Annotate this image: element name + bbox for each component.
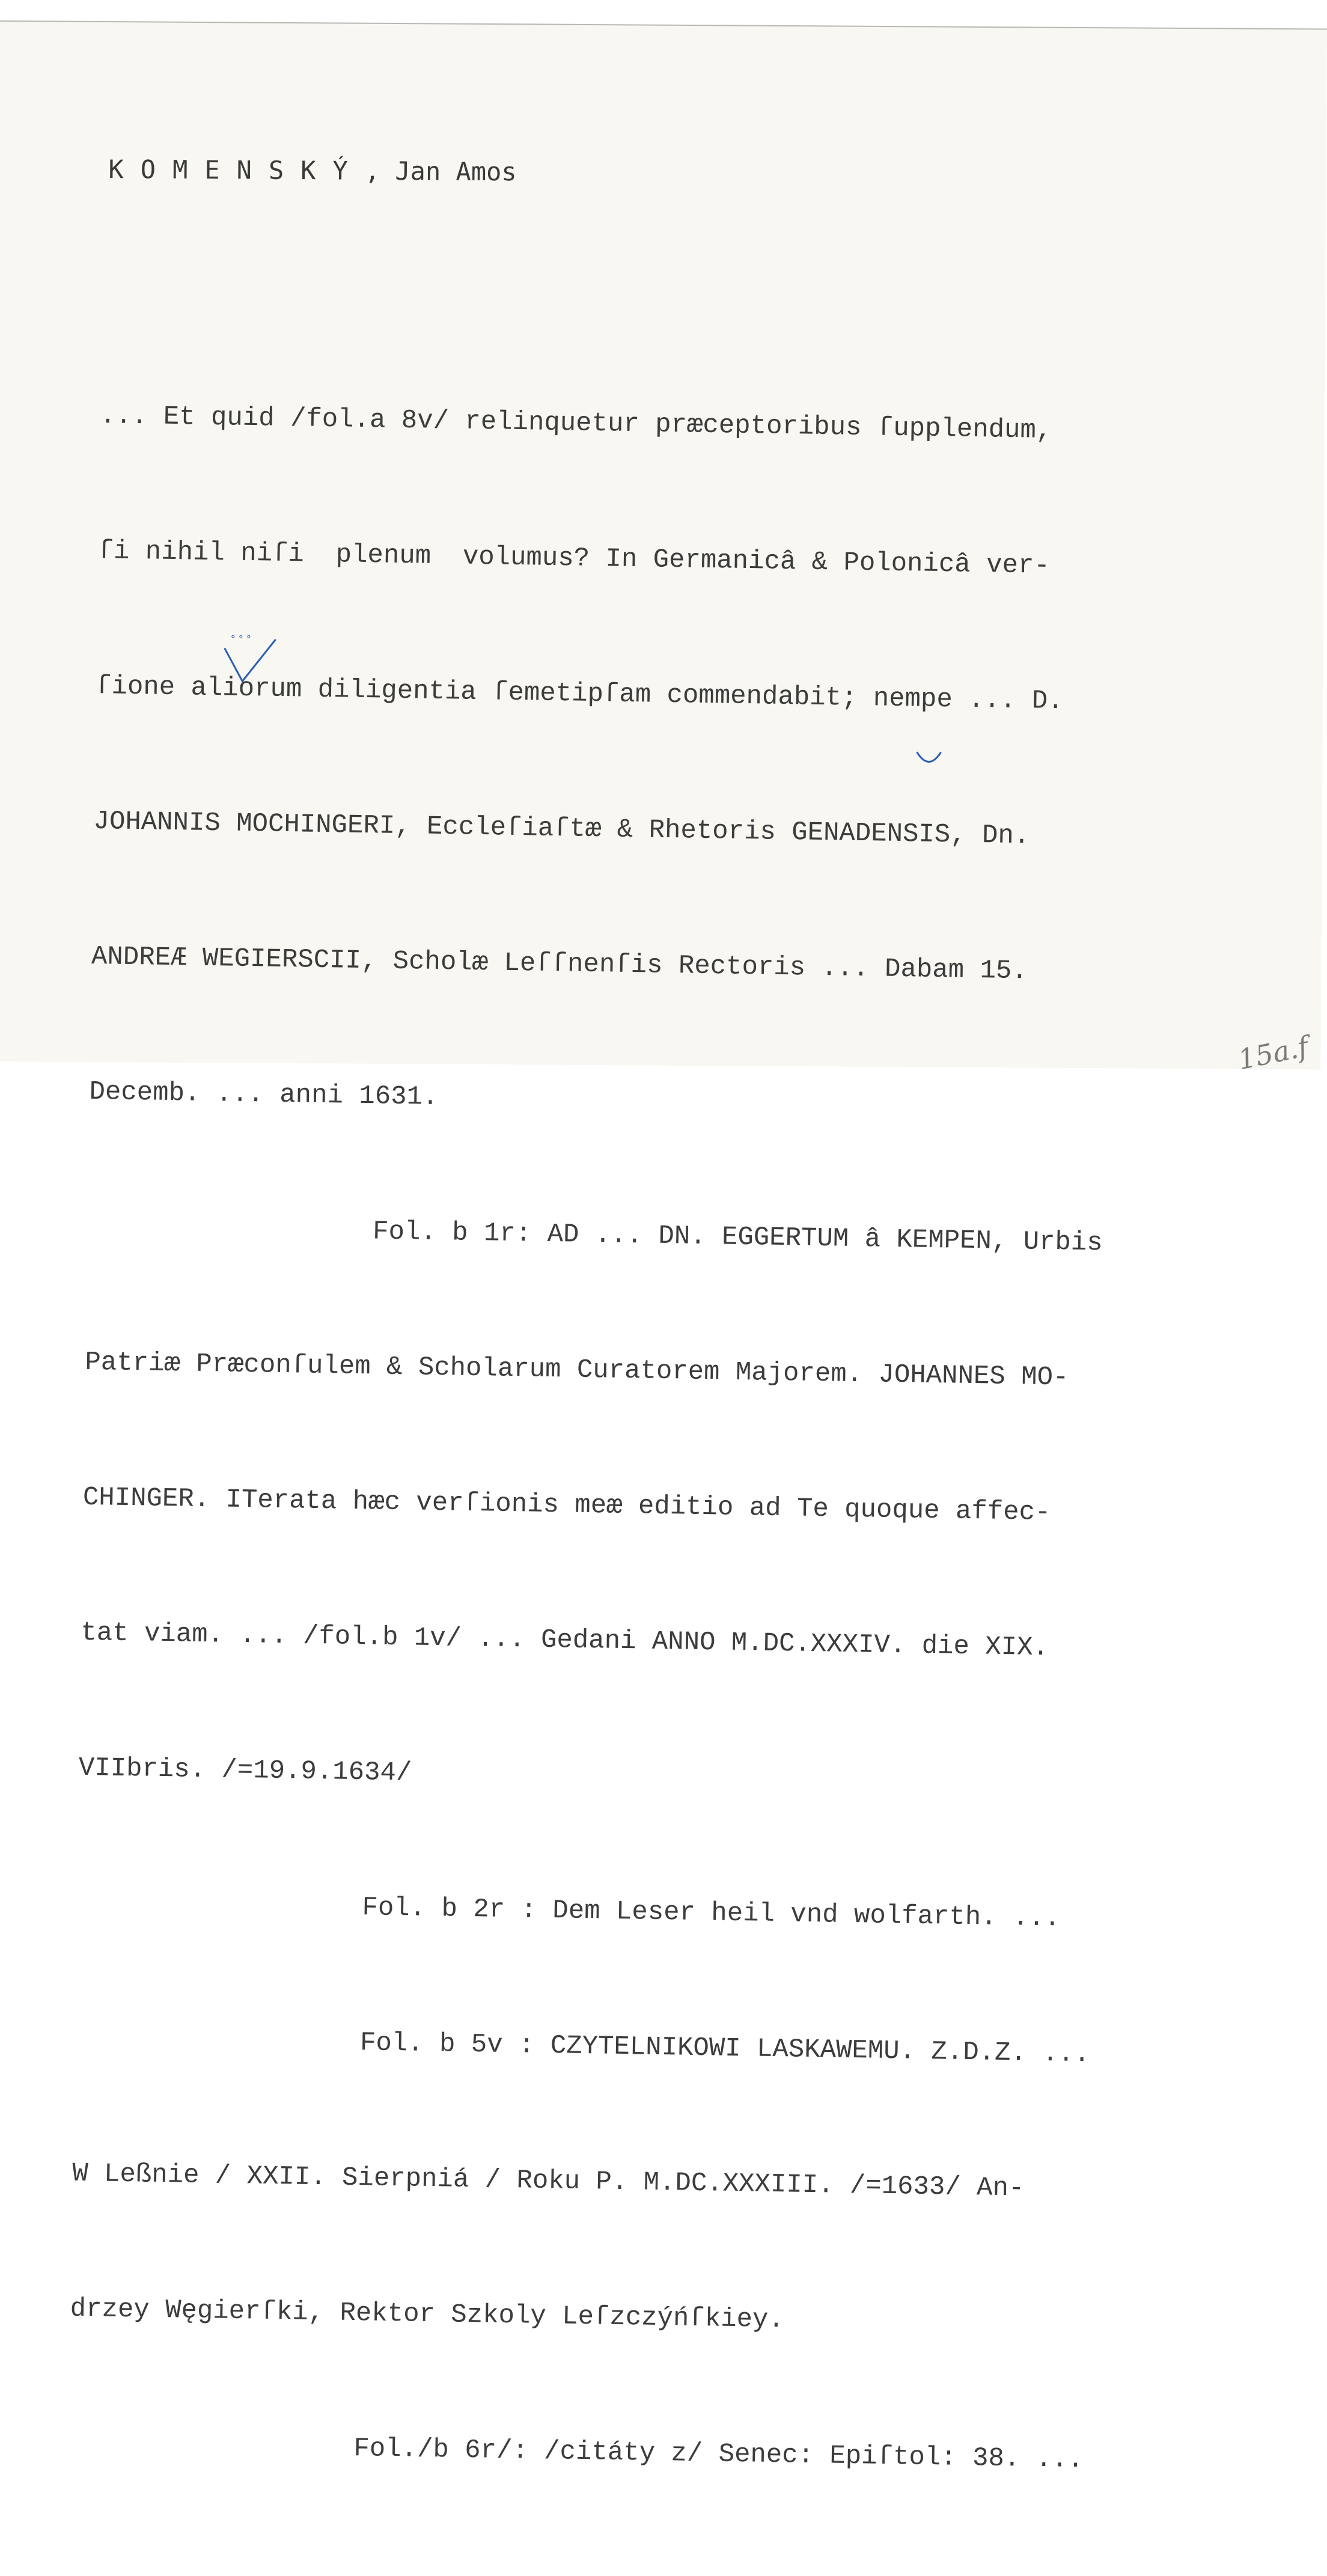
catalog-card <box>0 20 1327 2476</box>
text-line: JOHANNIS MOCHINGERI, Eccleſiaſtæ & Rhetoris GENADENSIS, Dn. <box>93 806 1030 852</box>
text-line: ... Et quid /fol.a 8v/ relinquetur præceptoribus ſupplendum, <box>99 401 1052 446</box>
text-line: Fol. b 1r: AD ... DN. EGGERTUM â KEMPEN, Urbis <box>87 1212 1103 1259</box>
text-line: Fol./b 6r/: /citáty z/ Senec: Epiſtol: 38. ... <box>67 2429 1084 2476</box>
heading-given-name: , Jan Amos <box>364 156 517 187</box>
text-line: drzey Węgierſki, Rektor Szkoly Leſzczýńſkiey. <box>70 2294 785 2336</box>
card-heading <box>108 154 516 186</box>
text-line: Fol. b 5v : CZYTELNIKOWI LASKAWEMU. Z.D.Z. ... <box>74 2023 1090 2070</box>
text-line: CHINGER. ITerata hæc verſionis meæ editio ad Te quoque affec- <box>82 1482 1051 1528</box>
text-line: ſi nihil niſi plenum volumus? In Germanicâ & Polonicâ ver- <box>97 536 1051 581</box>
text-line: W Leßnie / XXII. Sierpniá / Roku P. M.DC.XXXIII. /=1633/ An- <box>72 2158 1025 2204</box>
text-line: Decemb. ... anni 1631. <box>89 1076 439 1113</box>
svg-text:° ° °: ° ° ° <box>230 633 251 645</box>
text-line: tat viam. ... /fol.b 1v/ ... Gedani ANNO M.DC.XXXIV. die XIX. <box>80 1617 1049 1664</box>
text-line: Patriæ Præconſulem & Scholarum Curatorem Majorem. JOHANNES MO- <box>85 1347 1069 1393</box>
text-line: VIIbris. /=19.9.1634/ <box>78 1753 412 1789</box>
transcription-body <box>66 304 1243 2575</box>
heading-surname: KOMENSKÝ <box>108 154 365 186</box>
text-line: ANDREÆ WEGIERSCII, Scholæ Leſſnenſis Rectoris ... Dabam 15. <box>91 941 1028 987</box>
text-line: Fol. b 2r : Dem Leser heil vnd wolfarth. ... <box>76 1888 1061 1934</box>
text-line: ſione aliorum diligentia ſemetipſam commendabit; nempe ... D. <box>95 671 1064 717</box>
pencil-annotation: 15a.f <box>1235 1030 1311 1076</box>
